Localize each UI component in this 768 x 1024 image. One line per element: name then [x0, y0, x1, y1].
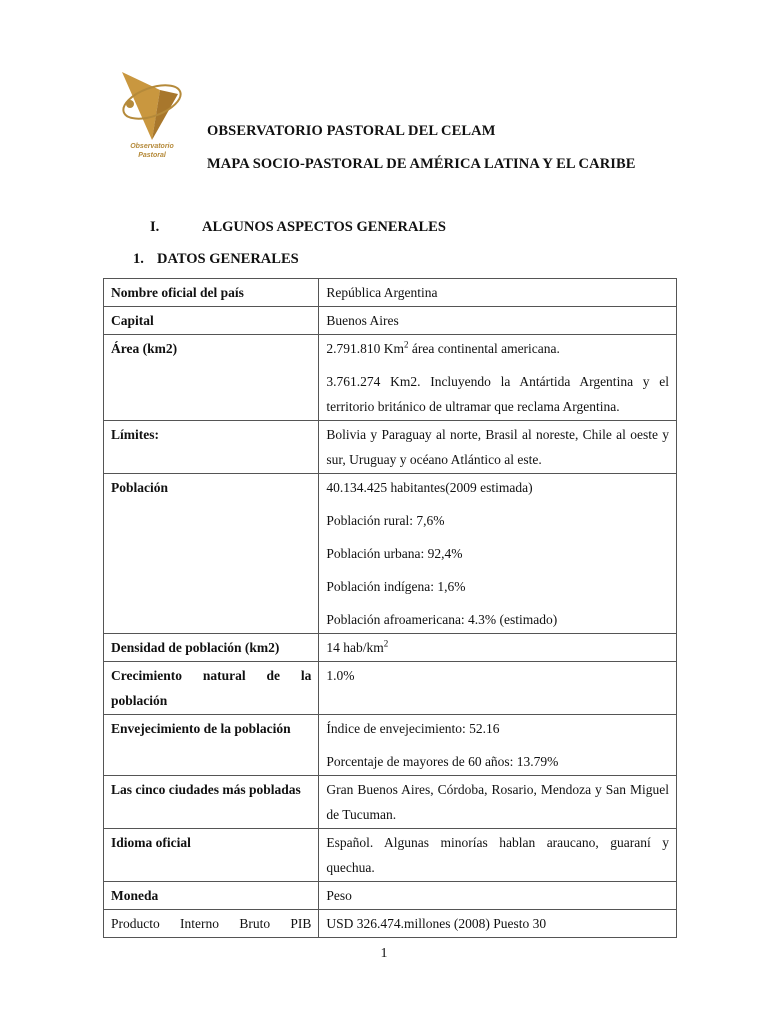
- row-label: Envejecimiento de la población: [104, 715, 319, 776]
- table-row: [104, 910, 677, 938]
- section-numeral: I.: [150, 219, 160, 235]
- logo-caption: [112, 142, 192, 160]
- logo-caption-line1: Observatorio: [130, 143, 174, 150]
- row-value: USD 326.474.millones (2008) Puesto 30: [319, 910, 677, 938]
- logo-caption-line2: Pastoral: [138, 152, 166, 159]
- row-value: Buenos Aires: [319, 307, 677, 335]
- row-value: República Argentina: [319, 279, 677, 307]
- population-total: 40.134.425 habitantes(2009 estimada): [326, 480, 533, 495]
- table-row: [104, 662, 677, 715]
- document-title: OBSERVATORIO PASTORAL DEL CELAM: [207, 123, 496, 139]
- population-afro: Población afroamericana: 4.3% (estimado): [326, 612, 558, 627]
- table-row: [104, 335, 677, 421]
- table-row: [104, 279, 677, 307]
- population-rural: Población rural: 7,6%: [326, 513, 445, 528]
- row-label: Producto Interno Bruto PIB: [104, 910, 319, 938]
- table-row: [104, 715, 677, 776]
- table-row: [104, 421, 677, 474]
- row-value: Gran Buenos Aires, Córdoba, Rosario, Mendoza y San Miguel de Tucuman.: [319, 776, 677, 829]
- population-urban: Población urbana: 92,4%: [326, 546, 463, 561]
- row-value: Peso: [319, 882, 677, 910]
- row-label: Moneda: [104, 882, 319, 910]
- row-value: Bolivia y Paraguay al norte, Brasil al noreste, Chile al oeste y sur, Uruguay y océano Atlántico al este.: [319, 421, 677, 474]
- row-value: [319, 715, 677, 776]
- table-row: [104, 829, 677, 882]
- row-label: Densidad de población (km2): [104, 634, 319, 662]
- row-label: Población: [104, 474, 319, 634]
- page-number: 1: [380, 946, 388, 961]
- row-label: Nombre oficial del país: [104, 279, 319, 307]
- row-label: Límites:: [104, 421, 319, 474]
- aging-index: Índice de envejecimiento: 52.16: [326, 721, 500, 736]
- table-row: [104, 307, 677, 335]
- table-row: [104, 882, 677, 910]
- table-row: [104, 634, 677, 662]
- row-value: Español. Algunas minorías hablan araucano, guaraní y quechua.: [319, 829, 677, 882]
- general-data-table: [103, 278, 677, 938]
- section-title: ALGUNOS ASPECTOS GENERALES: [202, 219, 446, 235]
- row-label: Idioma oficial: [104, 829, 319, 882]
- subsection-number: 1.: [133, 251, 144, 267]
- row-value: 14 hab/$km^2$: [319, 634, 677, 662]
- area-total: 3.761.274 Km2. Incluyendo la Antártida Argentina y el territorio británico de ultramar que reclama Argentina.: [326, 374, 669, 414]
- area-continental: 2.791.810 Km$^2$ área continental americana.: [326, 339, 560, 356]
- table-row: [104, 776, 677, 829]
- row-label: Crecimiento natural de la población: [104, 662, 319, 715]
- document-subtitle: MAPA SOCIO-PASTORAL DE AMÉRICA LATINA Y EL CARIBE: [207, 156, 636, 172]
- row-label: Capital: [104, 307, 319, 335]
- row-value: [319, 335, 677, 421]
- population-indigenous: Población indígena: 1,6%: [326, 579, 466, 594]
- table-row: [104, 474, 677, 634]
- subsection-title: DATOS GENERALES: [157, 251, 299, 267]
- row-value: 1.0%: [319, 662, 677, 715]
- aging-over-60: Porcentaje de mayores de 60 años: 13.79%: [326, 754, 559, 769]
- row-label: Área (km2): [104, 335, 319, 421]
- row-label: Las cinco ciudades más pobladas: [104, 776, 319, 829]
- row-value: [319, 474, 677, 634]
